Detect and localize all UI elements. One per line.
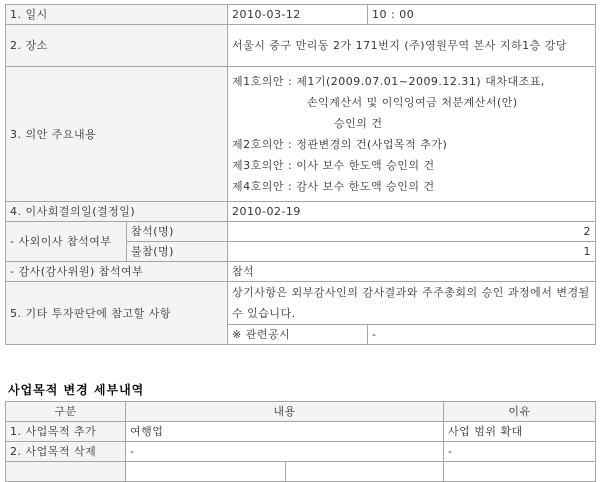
header-content: 내용 (126, 402, 444, 422)
header-reason: 이유 (444, 402, 596, 422)
other-value: 상기사항은 외부감사인의 감사결과와 주주총회의 승인 과정에서 변경될 수 있습니다. (228, 282, 596, 325)
other-label: 5. 기타 투자판단에 참고할 사항 (6, 282, 228, 345)
agenda-label: 3. 의안 주요내용 (6, 67, 228, 202)
related-value: - (368, 325, 596, 345)
row-reason: - (444, 442, 596, 462)
row-category: 1. 사업목적 추가 (6, 422, 126, 442)
related-label: ※ 관련공시 (228, 325, 368, 345)
row-outside-present (6, 222, 596, 242)
agenda-item-1-cont: 손익계산서 및 이익잉여금 처분계산서(안) (307, 96, 518, 109)
present-value: 2 (228, 222, 596, 242)
header-row (6, 402, 596, 422)
row-auditor (6, 262, 596, 282)
board-date-label: 4. 이사회결의일(결정일) (6, 202, 228, 222)
row-content (126, 462, 286, 482)
row-board-date (6, 202, 596, 222)
row-content: - (126, 442, 444, 462)
header-category: 구분 (6, 402, 126, 422)
agenda-item-1: 제1호의안 : 제1기(2009.07.01~2009.12.31) 대차대조표, (232, 75, 545, 88)
place-value: 서울시 중구 만리동 2가 171번지 (주)영원무역 본사 지하1층 강당 (228, 25, 596, 67)
outside-directors-label: - 사외이사 참석여부 (6, 222, 127, 262)
row-place (6, 25, 596, 67)
row-content-2 (286, 462, 444, 482)
table-row (6, 422, 596, 442)
date-value: 2010-03-12 (228, 5, 368, 25)
auditor-value: 참석 (228, 262, 596, 282)
agenda-item-1-end: 승인의 건 (334, 117, 383, 130)
agenda-item-2: 제2호의안 : 정관변경의 건(사업목적 추가) (232, 138, 448, 151)
time-value: 10 : 00 (368, 5, 596, 25)
business-purpose-table (5, 401, 596, 482)
row-other (6, 282, 596, 325)
row-agenda (6, 67, 596, 202)
row-content: 여행업 (126, 422, 444, 442)
agenda-item-4: 제4호의안 : 감사 보수 한도액 승인의 건 (232, 180, 435, 193)
row-date (6, 5, 596, 25)
row-category (6, 462, 126, 482)
row-category: 2. 사업목적 삭제 (6, 442, 126, 462)
table-row (6, 442, 596, 462)
auditor-label: - 감사(감사위원) 참석여부 (6, 262, 228, 282)
shareholder-meeting-table (5, 4, 596, 345)
place-label: 2. 장소 (6, 25, 228, 67)
present-label: 참석(명) (127, 222, 228, 242)
date-label: 1. 일시 (6, 5, 228, 25)
section-title: 사업목적 변경 세부내역 (8, 383, 145, 397)
table-row (6, 462, 596, 482)
row-reason (444, 462, 596, 482)
agenda-content (228, 67, 596, 202)
board-date-value: 2010-02-19 (228, 202, 596, 222)
agenda-item-3: 제3호의안 : 이사 보수 한도액 승인의 건 (232, 159, 435, 172)
row-reason: 사업 범위 확대 (444, 422, 596, 442)
absent-value: 1 (228, 242, 596, 262)
absent-label: 불참(명) (127, 242, 228, 262)
